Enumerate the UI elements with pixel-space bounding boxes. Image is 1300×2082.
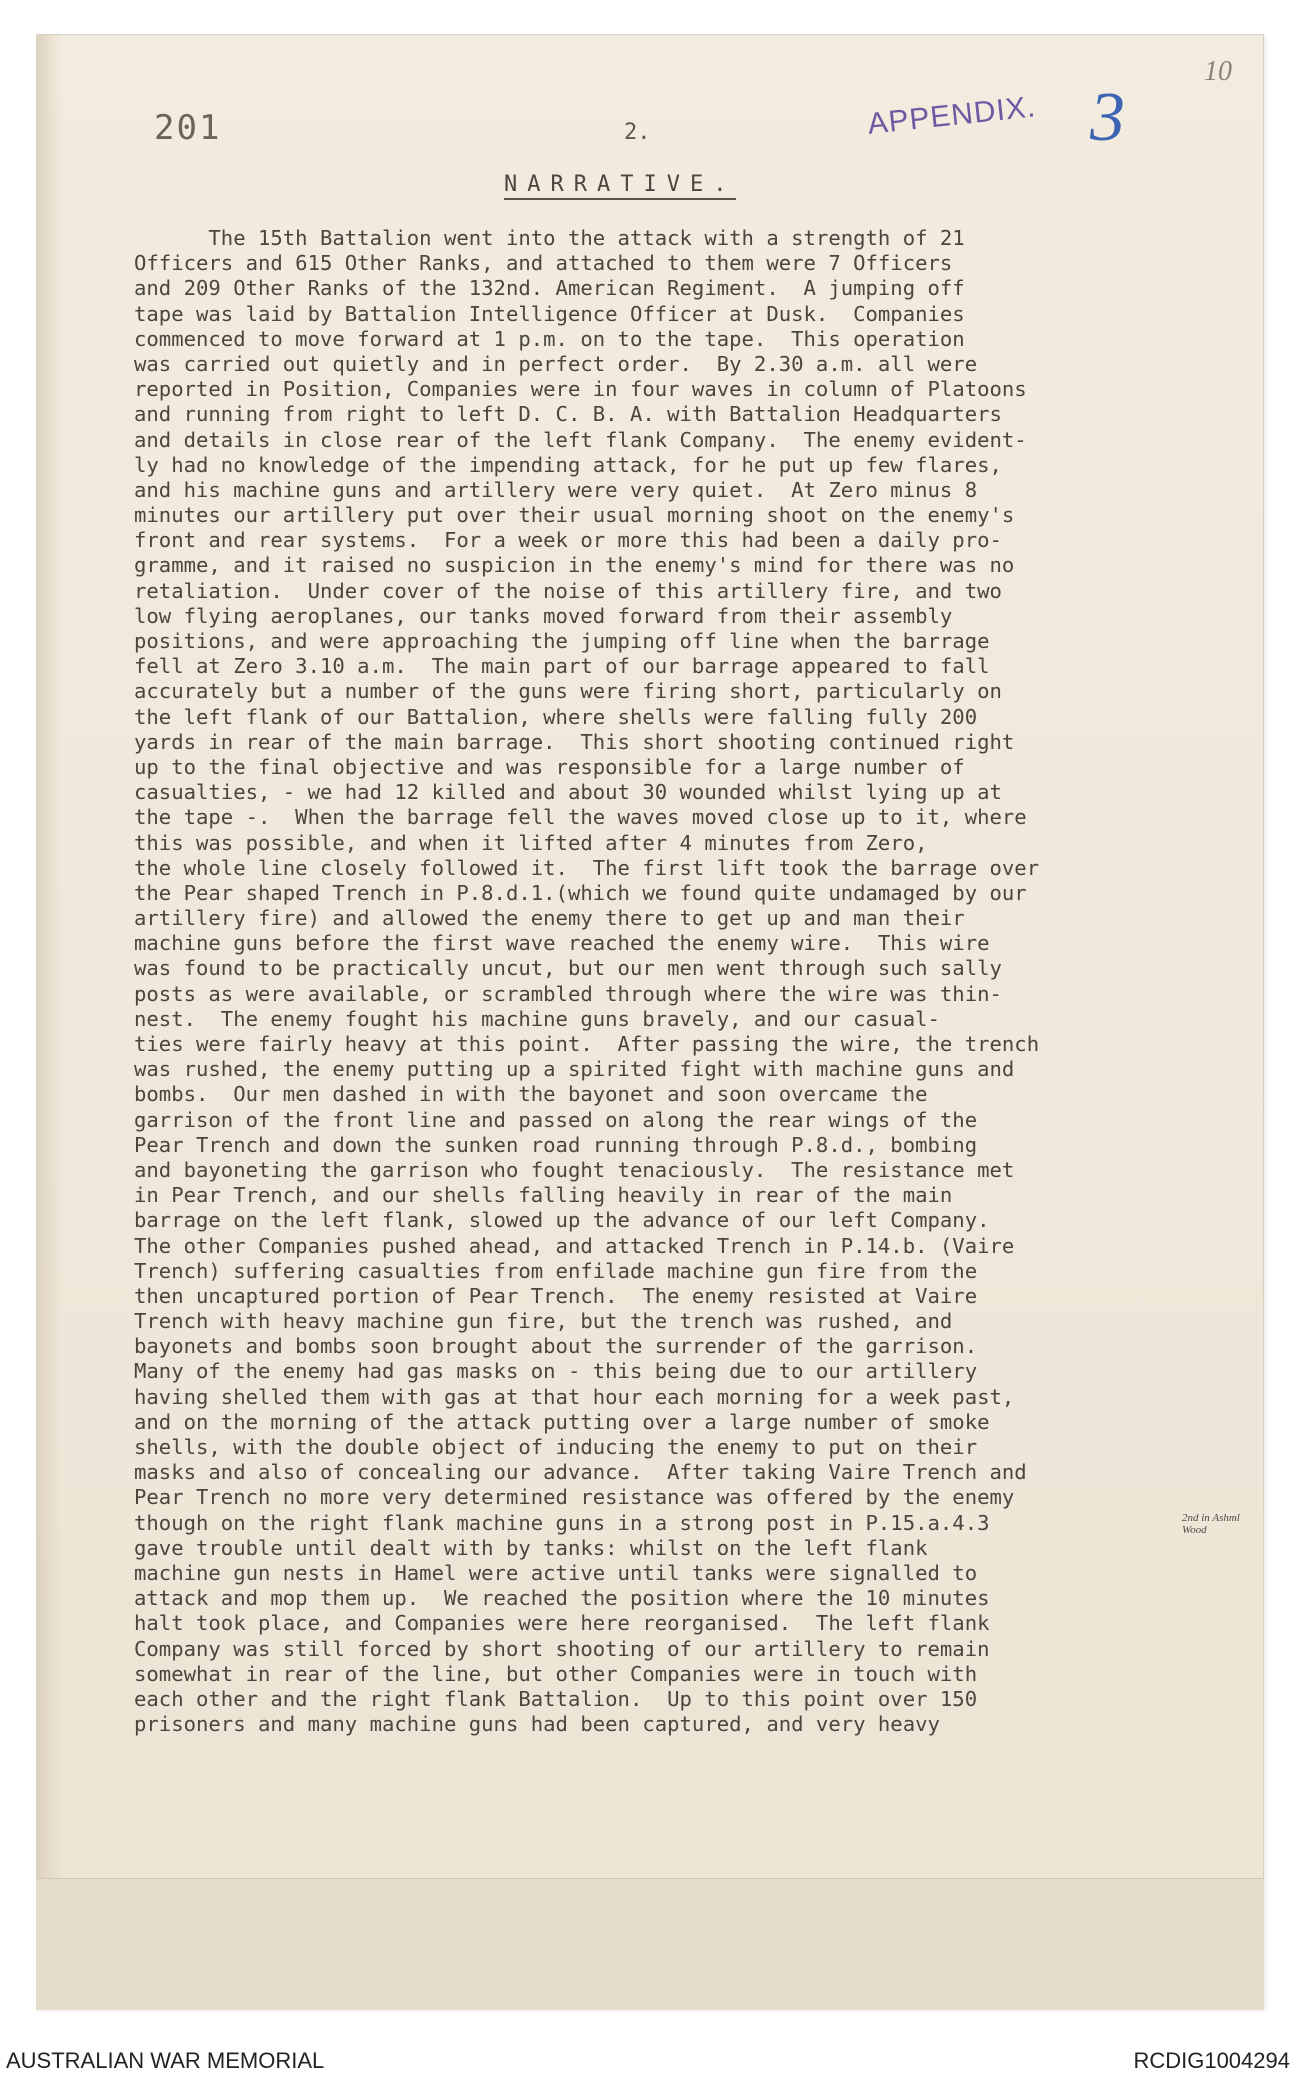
text-line: accurately but a number of the guns were firing short, particularly on — [134, 679, 1002, 704]
text-line: nest. The enemy fought his machine guns bravely, and our casual- — [134, 1006, 940, 1031]
text-line: Trench) suffering casualties from enfilade machine gun fire from the — [134, 1258, 978, 1283]
text-line: commenced to move forward at 1 p.m. on to the tape. This operation — [134, 326, 965, 351]
text-line: was found to be practically uncut, but our men went through such sally — [134, 956, 1002, 981]
text-line: and 209 Other Ranks of the 132nd. American Regiment. A jumping off — [134, 276, 965, 301]
text-line: machine guns before the first wave reached the enemy wire. This wire — [134, 931, 990, 956]
text-line: Officers and 615 Other Ranks, and attached to them were 7 Officers — [134, 251, 953, 276]
text-line: and his machine guns and artillery were very quiet. At Zero minus 8 — [134, 477, 978, 502]
text-line: garrison of the front line and passed on along the rear wings of the — [134, 1107, 978, 1132]
text-line: attack and mop them up. We reached the position where the 10 minutes — [134, 1586, 990, 1611]
folio-number: 201 — [154, 108, 222, 148]
text-line: in Pear Trench, and our shells falling heavily in rear of the main — [134, 1183, 953, 1208]
text-line: ly had no knowledge of the impending attack, for he put up few flares, — [134, 452, 1002, 477]
text-line: was carried out quietly and in perfect order. By 2.30 a.m. all were — [134, 351, 978, 376]
page-number: 2. — [624, 120, 651, 145]
text-line: this was possible, and when it lifted after 4 minutes from Zero, — [134, 830, 928, 855]
text-line: Trench with heavy machine gun fire, but the trench was rushed, and — [134, 1309, 953, 1334]
marginal-annotation: 2nd in Ashml Wood — [1182, 1512, 1240, 1536]
sheet-bottom-fold — [36, 1878, 1264, 2010]
text-line: prisoners and many machine guns had been captured, and very heavy — [134, 1712, 940, 1737]
text-line: the left flank of our Battalion, where shells were falling fully 200 — [134, 704, 978, 729]
text-line: up to the final objective and was responsible for a large number of — [134, 754, 965, 779]
text-line: retaliation. Under cover of the noise of this artillery fire, and two — [134, 578, 1002, 603]
text-line: the Pear shaped Trench in P.8.d.1.(which we found quite undamaged by our — [134, 880, 1027, 905]
text-line: bayonets and bombs soon brought about the surrender of the garrison. — [134, 1334, 978, 1359]
corner-page-number: 10 — [1204, 56, 1232, 87]
text-line: halt took place, and Companies were here reorganised. The left flank — [134, 1611, 990, 1636]
text-line: artillery fire) and allowed the enemy there to get up and man their — [134, 906, 965, 931]
text-line: gave trouble until dealt with by tanks: whilst on the left flank — [134, 1535, 928, 1560]
appendix-number: 3 — [1090, 79, 1125, 156]
narrative-body — [134, 226, 1254, 1737]
document-heading: NARRATIVE. — [504, 172, 736, 200]
text-line: positions, and were approaching the jumping off line when the barrage — [134, 629, 990, 653]
text-line: and bayoneting the garrison who fought tenaciously. The resistance met — [134, 1157, 1015, 1182]
text-line: gramme, and it raised no suspicion in the enemy's mind for there was no — [134, 553, 1015, 578]
text-line: and details in close rear of the left flank Company. The enemy evident- — [134, 427, 1027, 452]
text-line: then uncaptured portion of Pear Trench. The enemy resisted at Vaire — [134, 1283, 978, 1308]
text-line: having shelled them with gas at that hour each morning for a week past, — [134, 1384, 1015, 1409]
footer-catalogue-id: RCDIG1004294 — [1133, 2048, 1290, 2073]
text-line: The other Companies pushed ahead, and attacked Trench in P.14.b. (Vaire — [134, 1233, 1015, 1258]
text-line: fell at Zero 3.10 a.m. The main part of our barrage appeared to fall — [134, 654, 990, 679]
text-line: yards in rear of the main barrage. This short shooting continued right — [134, 729, 1015, 754]
footer-institution: AUSTRALIAN WAR MEMORIAL — [6, 2048, 325, 2073]
text-line: ties were fairly heavy at this point. After passing the wire, the trench — [134, 1032, 1040, 1056]
text-line: was rushed, the enemy putting up a spirited fight with machine guns and — [134, 1057, 1015, 1082]
text-line: shells, with the double object of inducing the enemy to put on their — [134, 1435, 978, 1459]
text-line: low flying aeroplanes, our tanks moved forward from their assembly — [134, 603, 953, 628]
text-line: masks and also of concealing our advance. After taking Vaire Trench and — [134, 1460, 1027, 1485]
appendix-stamp: APPENDIX. — [866, 90, 1038, 141]
text-line: each other and the right flank Battalion. Up to this point over 150 — [134, 1686, 978, 1711]
text-line: the tape -. When the barrage fell the waves moved close up to it, where — [134, 805, 1027, 830]
text-line: tape was laid by Battalion Intelligence Officer at Dusk. Companies — [134, 301, 965, 326]
text-line: front and rear systems. For a week or more this had been a daily pro- — [134, 528, 1002, 553]
text-line: casualties, - we had 12 killed and about 30 wounded whilst lying up at — [134, 780, 1002, 805]
text-line: machine gun nests in Hamel were active until tanks were signalled to — [134, 1560, 978, 1585]
text-line: somewhat in rear of the line, but other Companies were in touch with — [134, 1661, 978, 1686]
text-line: Pear Trench no more very determined resistance was offered by the enemy — [134, 1485, 1015, 1510]
text-line: posts as were available, or scrambled through where the wire was thin- — [134, 981, 1002, 1006]
text-line: and on the morning of the attack putting over a large number of smoke — [134, 1409, 990, 1434]
text-line: minutes our artillery put over their usual morning shoot on the enemy's — [134, 503, 1015, 528]
text-line: reported in Position, Companies were in four waves in column of Platoons — [134, 377, 1027, 402]
text-line: Pear Trench and down the sunken road running through P.8.d., bombing — [134, 1132, 978, 1157]
text-line: the whole line closely followed it. The first lift took the barrage over — [134, 855, 1040, 880]
sheet-edge-shadow — [36, 34, 62, 2009]
text-line: Many of the enemy had gas masks on - this being due to our artillery — [134, 1359, 978, 1384]
text-line: bombs. Our men dashed in with the bayonet and soon overcame the — [134, 1082, 928, 1107]
text-line: The 15th Battalion went into the attack with a strength of 21 — [134, 226, 965, 250]
text-line: Company was still forced by short shooting of our artillery to remain — [134, 1636, 990, 1661]
text-line: barrage on the left flank, slowed up the advance of our left Company. — [134, 1208, 990, 1233]
text-line: though on the right flank machine guns in a strong post in P.15.a.4.3 — [134, 1510, 990, 1535]
text-line: and running from right to left D. C. B. A. with Battalion Headquarters — [134, 402, 1002, 427]
